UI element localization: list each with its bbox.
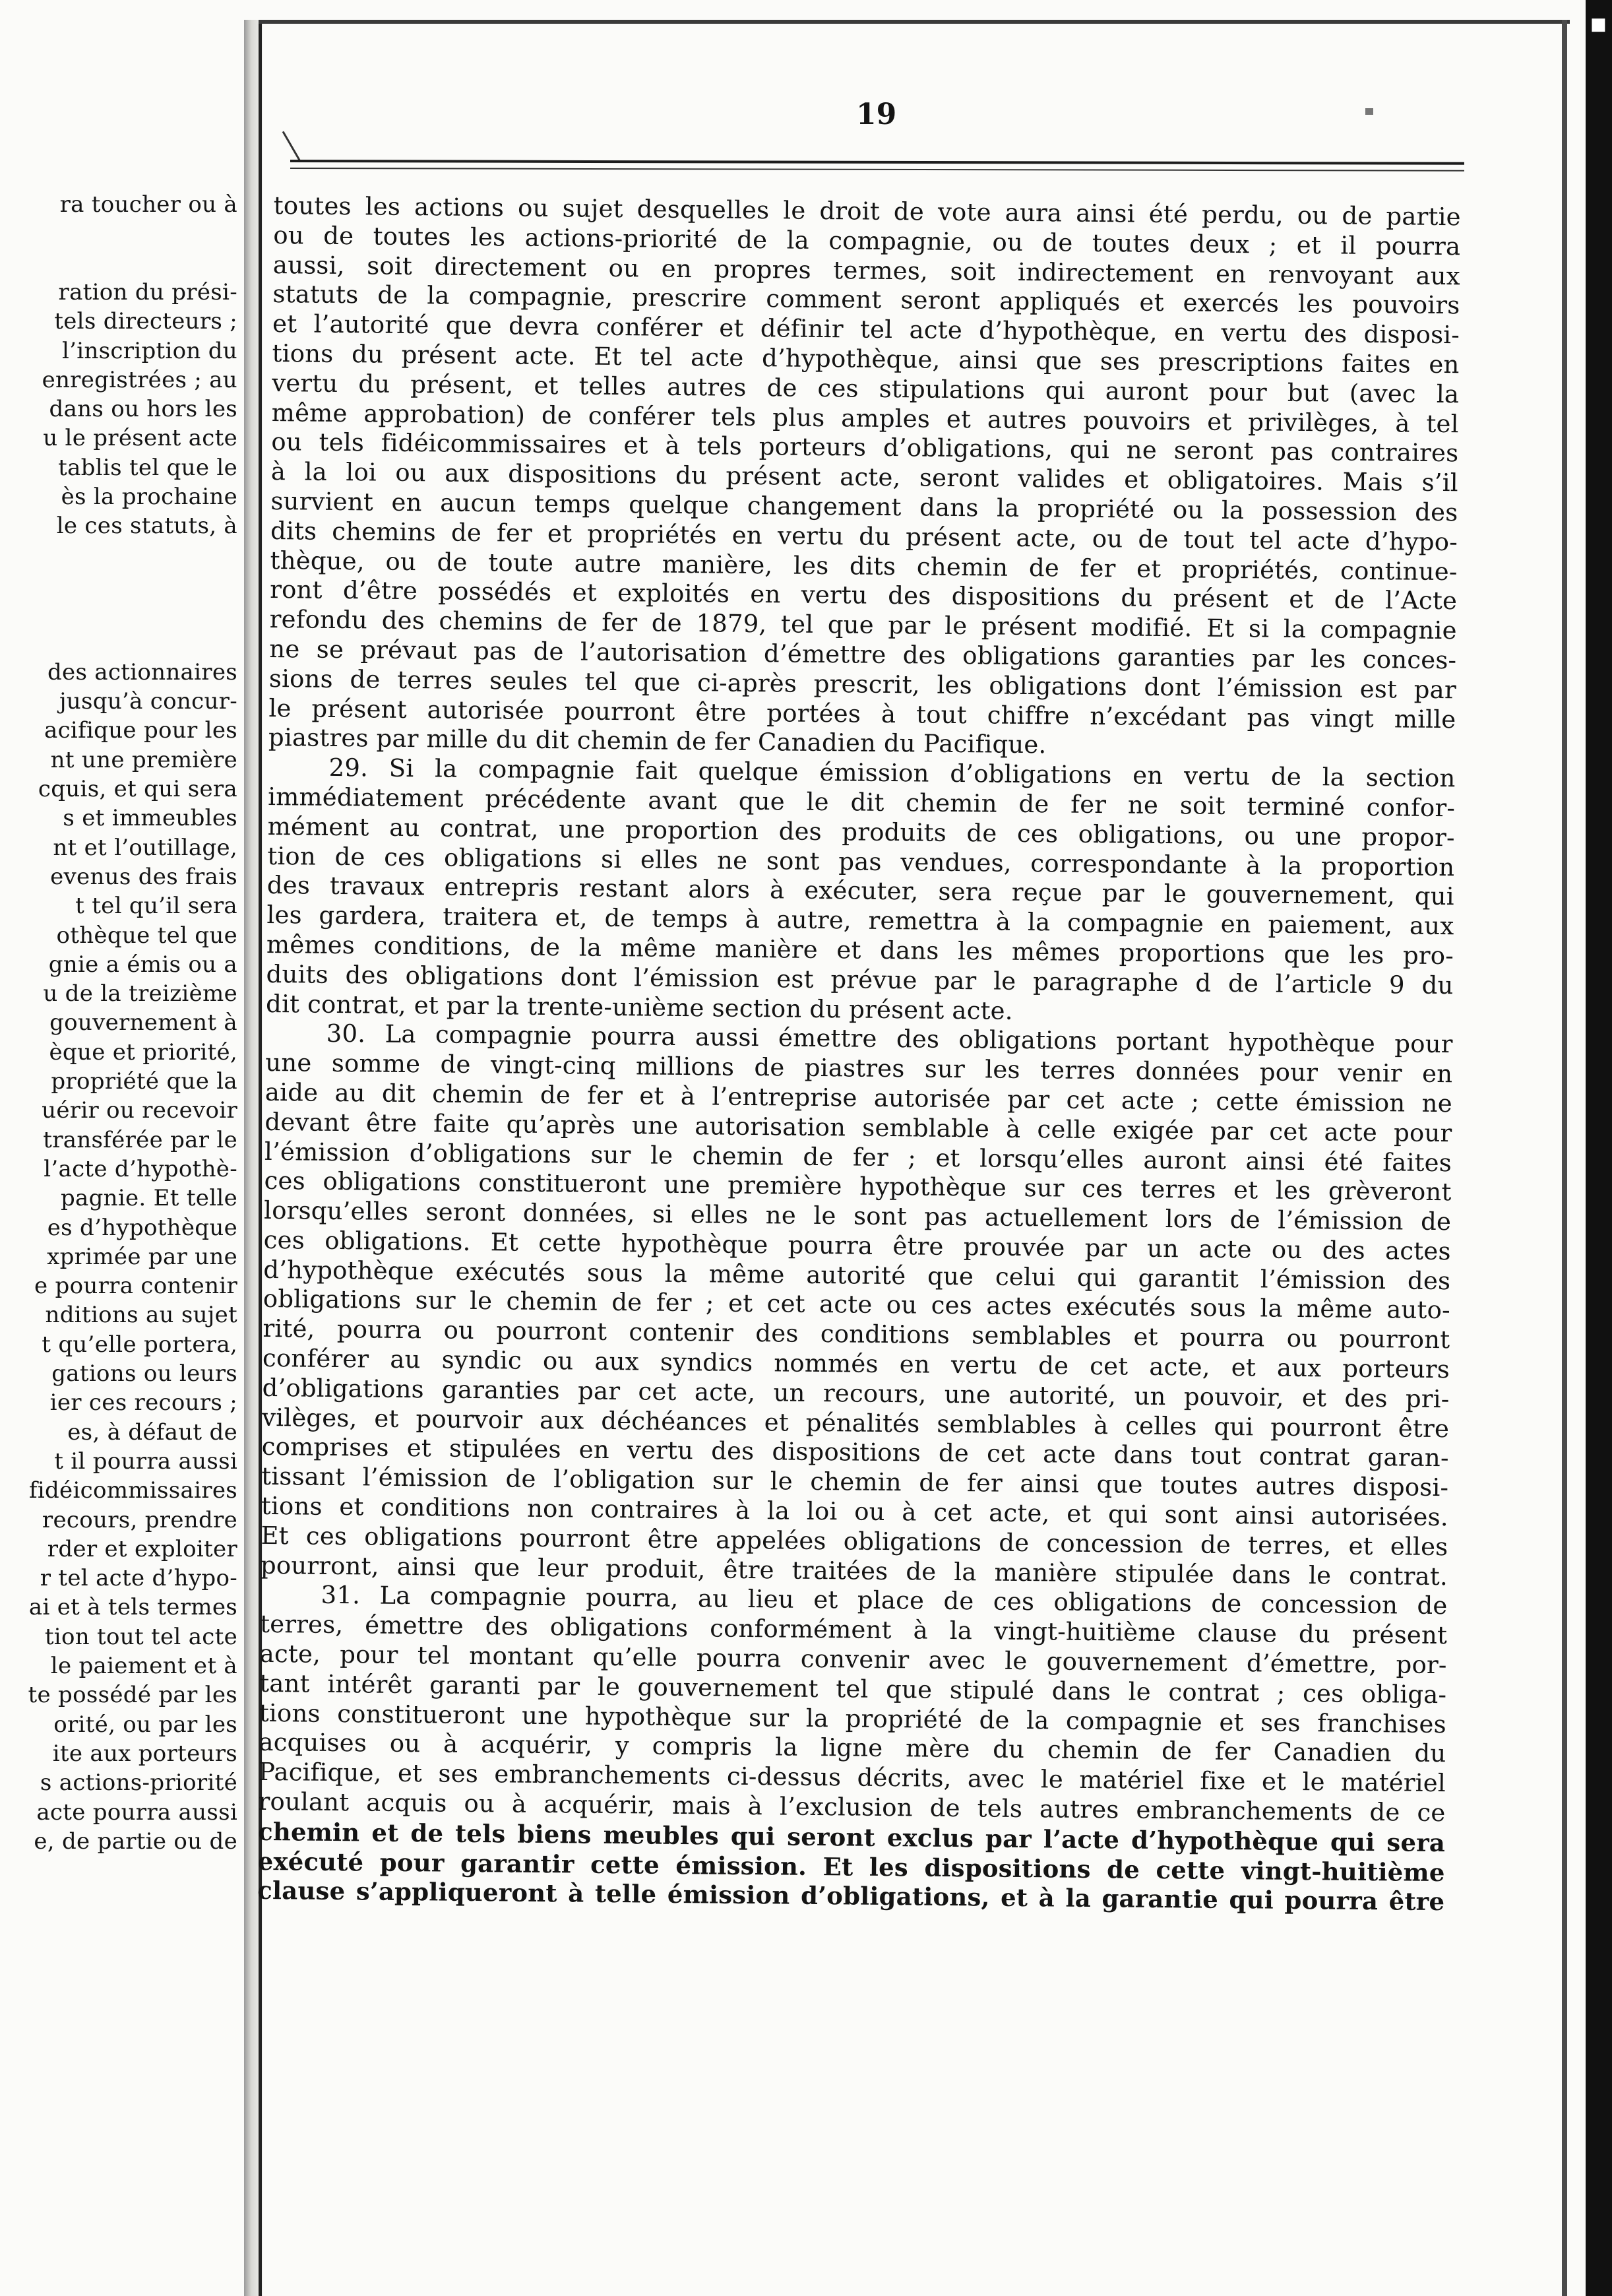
scan-edge [1586, 0, 1612, 2296]
left-page-fragment [0, 190, 237, 2037]
body-line: rité, pourra ou pourront contenir des conditions semblables et pourra ou pourront [263, 1314, 1450, 1355]
body-line: sions de terres seules tel que ci-après prescrit, les obligations dont l’émission est par [268, 664, 1457, 704]
left-fragment-line: dans ou hors les [49, 396, 237, 423]
body-line: refondu des chemins de fer de 1879, tel que par le présent modifié. Et si la compagnie [269, 605, 1457, 645]
left-fragment-line: othèque tel que [56, 922, 237, 949]
left-fragment-line [0, 219, 237, 248]
body-line: conférer au syndic ou aux syndics nommés en vertu de cet acte, et aux porteurs [262, 1343, 1450, 1384]
body-line: ne se prévaut pas de l’autorisation d’émettre des obligations garanties par les conces- [269, 634, 1457, 675]
page-number: 19 [856, 98, 897, 131]
left-fragment-line: ai et à tels termes [28, 1594, 237, 1621]
body-line: toutes les actions ou sujet desquelles le droit de vote aura ainsi été perdu, ou de partie [273, 191, 1461, 232]
left-fragment-line [0, 570, 237, 599]
left-fragment-line: r tel acte d’hypo- [40, 1565, 237, 1592]
body-line: 31. La compagnie pourra, au lieu et place de ces obligations de concession de [321, 1581, 1448, 1620]
body-line: tions et conditions non contraires à la loi ou à cet acte, et qui sont ainsi autorisées. [261, 1491, 1448, 1532]
left-fragment-line: orité, ou par les [53, 1711, 237, 1738]
body-line: vertu du présent, et telles autres de ces stipulations qui auront pour but (avec la [272, 368, 1460, 409]
left-fragment-line: u de la treizième [43, 980, 237, 1007]
left-fragment-line: xprimée par une [47, 1243, 237, 1270]
body-line: mêmes conditions, de la même manière et dans les mêmes proportions que les pro- [266, 930, 1454, 971]
left-fragment-line: l’acte d’hypothè- [44, 1155, 237, 1182]
body-line: Pacifique, et ses embranchements ci-dessus décrits, avec le matériel fixe et le matériel [258, 1758, 1446, 1798]
left-fragment-line: s actions-priorité [40, 1770, 237, 1797]
left-fragment-line: s et immeubles [63, 805, 237, 832]
body-line: thèque, ou de toute autre manière, les dits chemin de fer et propriétés, continue- [270, 546, 1458, 586]
left-fragment-line: gnie a émis ou a [48, 951, 237, 978]
left-fragment-line: es d’hypothèque [47, 1214, 237, 1241]
left-fragment-line: tels directeurs ; [54, 308, 237, 335]
left-fragment-line: evenus des frais [50, 863, 237, 890]
left-fragment-line: tablis tel que le [58, 454, 237, 481]
body-line: tion de ces obligations si elles ne sont pas vendues, correspondante à la proportion [267, 841, 1455, 881]
left-fragment-line [0, 541, 237, 570]
left-fragment-line: transférée par le [43, 1126, 237, 1153]
left-fragment-line: ra toucher ou à [59, 191, 237, 218]
body-line: ront d’être possédés et exploités en vertu des dispositions du présent et de l’Acte [269, 575, 1458, 616]
body-line: acte, pour tel montant qu’elle pourra convenir avec le gouvernement d’émettre, por- [259, 1639, 1447, 1680]
body-line: obligations sur le chemin de fer ; et cet acte ou ces actes exécutés sous la même auto- [263, 1285, 1451, 1325]
left-fragment-line [0, 249, 237, 278]
body-line: aussi, soit directement ou en propres termes, soit indirectement en renvoyant aux [272, 250, 1461, 290]
body-line: statuts de la compagnie, prescrire comment seront appliqués et exercés les pouvoirs [272, 280, 1460, 320]
left-fragment-line: rder et exploiter [47, 1535, 237, 1562]
body-line: dit contrat, et par la trente-unième section du présent acte. [265, 989, 1013, 1025]
body-line: clause s’appliqueront à telle émission d’obligations, et à la garantie qui pourra être [257, 1876, 1445, 1917]
body-line: tions constitueront une hypothèque sur la propriété de la compagnie et ses franchises [259, 1698, 1446, 1738]
left-fragment-line: ite aux porteurs [52, 1740, 237, 1767]
body-line: tissant l’émission de l’obligation sur le chemin de fer ainsi que toutes autres disposi- [261, 1462, 1449, 1502]
left-fragment-line: cquis, et qui sera [38, 776, 237, 802]
left-fragment-line: le ces statuts, à [56, 513, 237, 540]
left-fragment-line: acifique pour les [44, 717, 237, 744]
scan-dot [1365, 108, 1373, 115]
left-fragment-line: e pourra contenir [34, 1273, 237, 1300]
body-line: les gardera, traitera et, de temps à autre, remettra à la compagnie en paiement, aux [266, 901, 1454, 941]
left-fragment-line: enregistrées ; au [42, 366, 237, 393]
body-line: et l’autorité que devra conférer et définir tel acte d’hypothèque, en vertu des disposi- [272, 309, 1460, 350]
body-line: devant être faite qu’après une autorisation semblable à celle exigée par cet acte pour [264, 1107, 1452, 1147]
body-line: aide au dit chemin de fer et à l’entreprise autorisée par cet acte ; cette émission ne [264, 1077, 1453, 1118]
left-fragment-line: ration du prési- [58, 278, 237, 305]
left-fragment-line: ier ces recours ; [49, 1389, 237, 1417]
body-line: terres, émettre des obligations conformément à la vingt-huitième clause du présent [259, 1610, 1448, 1650]
left-fragment-line: t tel qu’il sera [75, 893, 237, 920]
body-line: 30. La compagnie pourra aussi émettre des obligations portant hypothèque pour [326, 1019, 1453, 1059]
body-line: d’hypothèque exécutés sous la même autorité que celui qui garantit l’émission des [263, 1255, 1451, 1295]
left-fragment-line: des actionnaires [47, 658, 237, 686]
body-line: roulant acquis ou à acquérir, mais à l’exclusion de tels autres embranchements de ce [258, 1787, 1446, 1828]
body-line: pourront, ainsi que leur produit, être traitées de la manière stipulée dans le contrat. [260, 1550, 1448, 1591]
body-line: ces obligations constitueront une première hypothèque sur ces terres et les grèveront [264, 1166, 1452, 1207]
body-line: comprises et stipulées en vertu des dispositions de cet acte dans tout contrat garan- [261, 1432, 1449, 1473]
left-fragment-line: nt et l’outillage, [53, 834, 237, 861]
left-fragment-line: l’inscription du [61, 337, 237, 364]
page-border-right [1562, 20, 1567, 2296]
left-fragment-line: u le présent acte [43, 425, 237, 452]
left-fragment-line: èque et priorité, [49, 1038, 237, 1066]
body-line: chemin et de tels biens meubles qui seront exclus par l’acte d’hypothèque qui sera [257, 1816, 1446, 1857]
left-fragment-line: nditions au sujet [45, 1302, 237, 1329]
left-fragment-line: pagnie. Et telle [60, 1185, 237, 1212]
body-line: des travaux entrepris restant alors à exécuter, sera reçue par le gouvernement, qui [266, 871, 1455, 911]
body-line: mément au contrat, une proportion des produits de ces obligations, ou une propor- [267, 812, 1455, 852]
body-line: survient en aucun temps quelque changement dans la propriété ou la possession des [270, 486, 1458, 527]
body-line: le présent autorisée pourront être portées à tout chiffre n’excédant pas vingt mille [268, 693, 1456, 734]
left-fragment-line: gations ou leurs [51, 1360, 237, 1387]
body-line: ces obligations. Et cette hypothèque pourra être prouvée par un acte ou des actes [263, 1225, 1451, 1266]
left-fragment-line [0, 599, 237, 628]
body-line: dits chemins de fer et propriétés en vertu du présent acte, ou de tout tel acte d’hypo- [270, 516, 1458, 557]
body-line: ou tels fidéicommissaires et à tels porteurs d’obligations, qui ne seront pas contraires [271, 428, 1459, 468]
left-fragment-line: t qu’elle portera, [42, 1331, 237, 1358]
body-line: Et ces obligations pourront être appelées obligations de concession de terres, et elles [261, 1521, 1448, 1562]
left-fragment-line: es, à défaut de [67, 1419, 237, 1446]
left-fragment-line: le paiement et à [50, 1653, 237, 1679]
body-line: acquises ou à acquérir, y compris la ligne mère du chemin de fer Canadien du [259, 1728, 1446, 1768]
left-fragment-line: te possédé par les [28, 1682, 237, 1709]
left-fragment-line: e, de partie ou de [34, 1828, 237, 1855]
left-fragment-line: jusqu’à concur- [59, 688, 237, 715]
left-fragment-line: tion tout tel acte [44, 1623, 237, 1650]
body-line: vilèges, et pourvoir aux déchéances et pénalités semblables à celles qui pourront être [261, 1403, 1450, 1443]
left-fragment-line: t il pourra aussi [54, 1448, 237, 1475]
page-border-top [259, 20, 1570, 24]
left-fragment-line: nt une première [50, 746, 237, 773]
body-line: ou de toutes les actions-priorité de la compagnie, ou de toutes deux ; et il pourra [273, 220, 1461, 261]
body-line: l’émission d’obligations sur le chemin de fer ; et lorsqu’elles auront ainsi été faites [264, 1137, 1452, 1177]
body-line: lorsqu’elles seront données, si elles ne le sont pas actuellement lors de l’émission de [263, 1196, 1452, 1236]
left-fragment-line [0, 629, 237, 658]
body-line: tions du présent acte. Et tel acte d’hypothèque, ainsi que ses prescriptions faites en [272, 338, 1460, 379]
left-fragment-line: propriété que la [51, 1068, 237, 1095]
body-line: exécuté pour garantir cette émission. Et les dispositions de cette vingt-huitième [257, 1846, 1445, 1887]
left-fragment-line: fidéicommissaires [28, 1477, 237, 1504]
body-line: duits des obligations dont l’émission est prévue par le paragraphe d de l’article 9 du [266, 959, 1454, 1000]
left-fragment-line: acte pourra aussi [36, 1799, 237, 1826]
left-fragment-line: ès la prochaine [61, 484, 237, 510]
body-line: même approbation) de conférer tels plus amples et autres pouvoirs et privilèges, à tel [271, 398, 1459, 438]
scan-edge-mark: ■ [1590, 15, 1607, 34]
body-line: une somme de vingt-cinq millions de piastres sur les terres données pour venir en [265, 1048, 1453, 1089]
body-line: 29. Si la compagnie fait quelque émission d’obligations en vertu de la section [328, 753, 1456, 793]
body-line: tant intérêt garanti par le gouvernement tel que stipulé dans le contrat ; ces obliga- [259, 1669, 1447, 1709]
gutter-line [259, 20, 262, 2296]
left-fragment-line: gouvernement à [49, 1009, 237, 1036]
body-line: à la loi ou aux dispositions du présent acte, seront valides et obligatoires. Mais s’il [270, 457, 1459, 497]
body-line: piastres par mille du dit chemin de fer Canadien du Pacifique. [268, 723, 1047, 759]
body-line: d’obligations garanties par cet acte, un recours, une autorité, un pouvoir, et des pri- [262, 1373, 1450, 1414]
body-text [257, 191, 1461, 1917]
left-fragment-line: recours, prendre [42, 1506, 237, 1533]
body-line: immédiatement précédente avant que le dit chemin de fer ne soit terminé confor- [267, 782, 1456, 823]
left-fragment-line: uérir ou recevoir [42, 1097, 237, 1124]
